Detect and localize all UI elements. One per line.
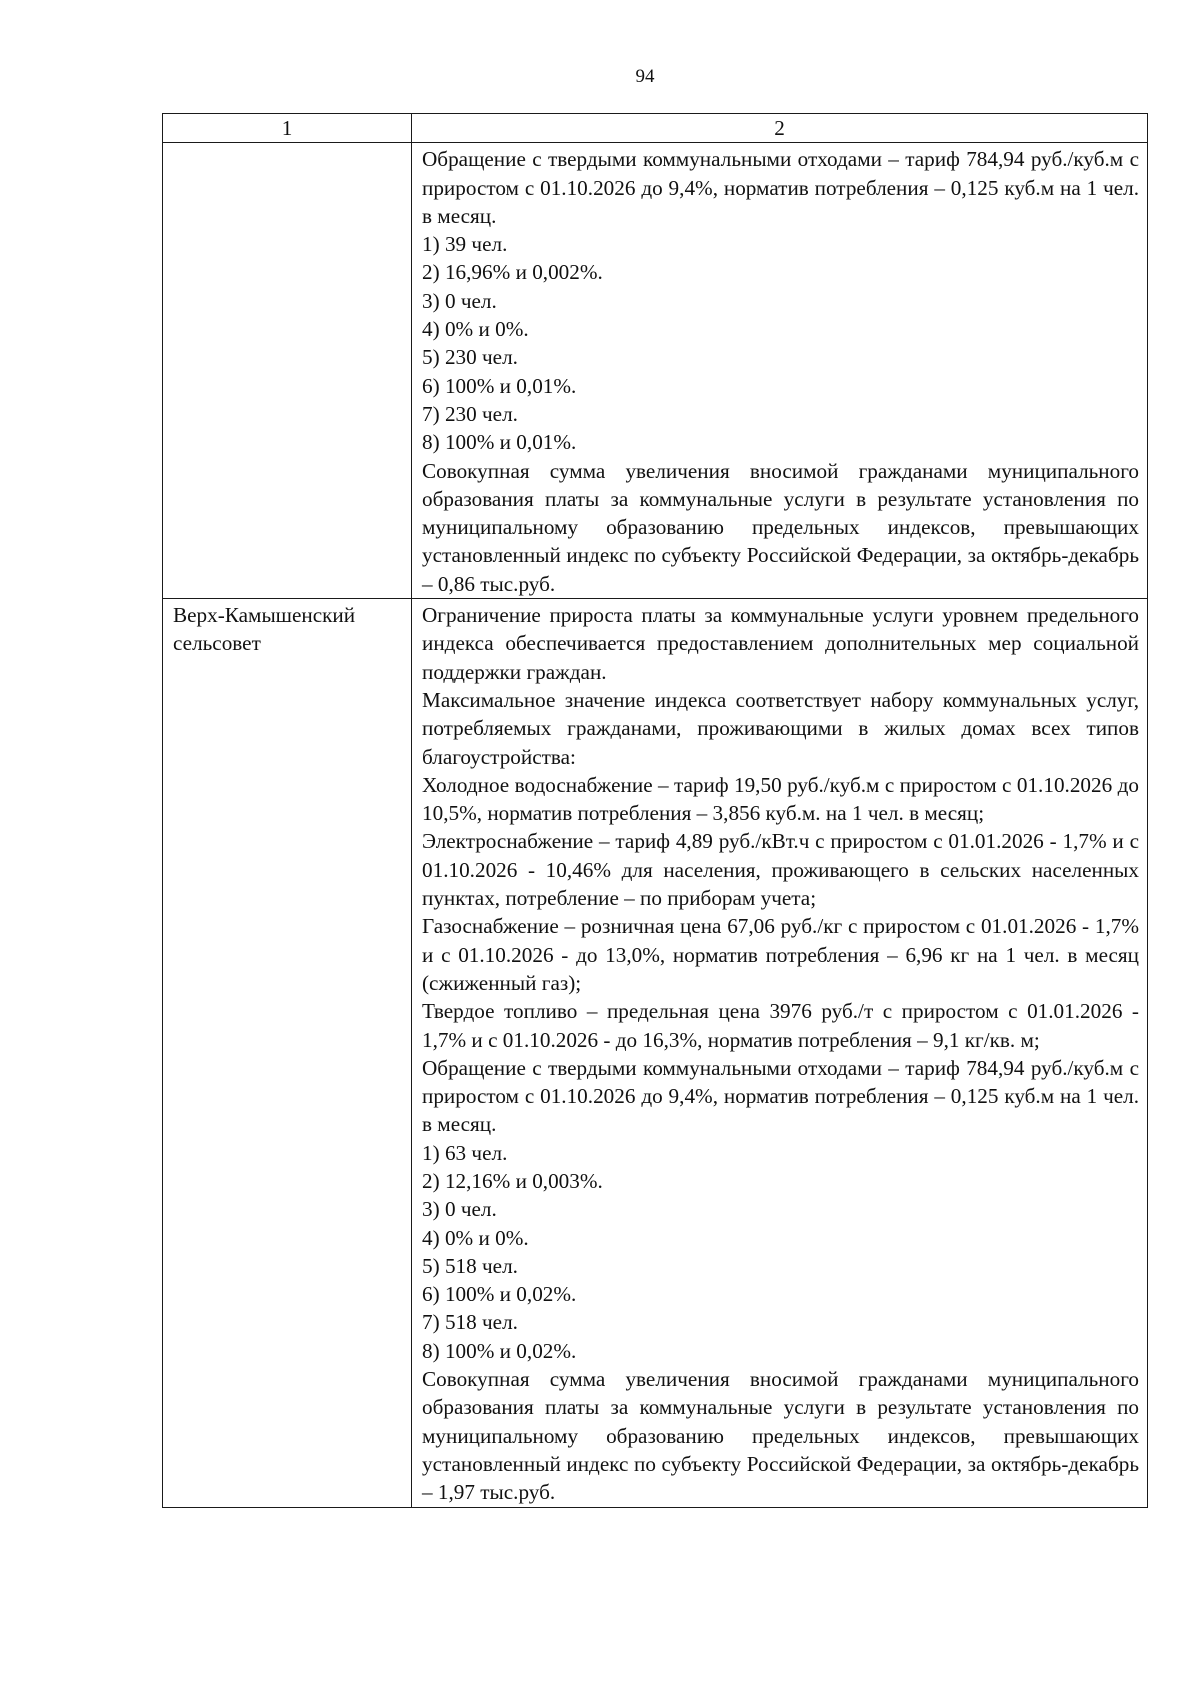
municipality-name-cell: [163, 143, 412, 599]
tariff-paragraph: Ограничение прироста платы за коммунальные услуги уровнем предельного индекса обеспечивается предоставлением дополнительных мер социальной поддержки граждан.: [422, 603, 1139, 684]
tariff-paragraph: Газоснабжение – розничная цена 67,06 руб./кг с приростом с 01.01.2026 - 1,7% и с 01.10.2026 - до 13,0%, норматив потребления – 6,96 кг на 1 чел. в месяц (сжиженный газ);: [422, 914, 1139, 995]
page-number: 94: [635, 66, 655, 87]
numbered-item: 1) 39 чел.: [422, 232, 508, 257]
numbered-item: 3) 0 чел.: [422, 288, 497, 313]
table-header-row: [163, 114, 1148, 143]
numbered-item: 2) 12,16% и 0,003%.: [422, 1168, 603, 1193]
numbered-item: 5) 518 чел.: [422, 1253, 518, 1278]
tariff-paragraph: Твердое топливо – предельная цена 3976 руб./т с приростом с 01.01.2026 - 1,7% и с 01.10.2026 - до 16,3%, норматив потребления – 9,1 кг/кв. м;: [422, 999, 1139, 1052]
summary-paragraph: Совокупная сумма увеличения вносимой гражданами муниципального образования платы за коммунальные услуги в результате установления по муниципальному образованию предельных индексов, превышающих установленный индекс по субъекту Российской Федерации, за октябрь-декабрь – 0,86 тыс.руб.: [422, 458, 1139, 596]
numbered-item: 7) 518 чел.: [422, 1310, 518, 1335]
numbered-item: 2) 16,96% и 0,002%.: [422, 260, 603, 285]
tariff-paragraph: Электроснабжение – тариф 4,89 руб./кВт.ч с приростом с 01.01.2026 - 1,7% и с 01.10.2026 - 10,46% для населения, проживающего в сельских населенных пунктах, потребление – по приборам учета;: [422, 829, 1139, 911]
description-cell: [412, 143, 1148, 599]
numbered-item: 5) 230 чел.: [422, 345, 518, 370]
numbered-item: 8) 100% и 0,02%.: [422, 1338, 577, 1363]
description-cell: [412, 599, 1148, 1508]
numbered-item: 4) 0% и 0%.: [422, 317, 529, 342]
numbered-item: 6) 100% и 0,01%.: [422, 373, 577, 398]
municipality-name: Верх-Камышенский сельсовет: [173, 603, 356, 656]
table-row: [163, 143, 1148, 599]
numbered-item: 7) 230 чел.: [422, 401, 518, 426]
municipality-name-cell: [163, 599, 412, 1508]
table-row: [163, 599, 1148, 1508]
numbered-item: 3) 0 чел.: [422, 1197, 497, 1222]
tariff-paragraph: Максимальное значение индекса соответствует набору коммунальных услуг, потребляемых гражданами, проживающими в жилых домах всех типов благоустройства:: [422, 687, 1139, 769]
data-table: [162, 113, 1148, 1508]
tariff-paragraph: Обращение с твердыми коммунальными отходами – тариф 784,94 руб./куб.м с приростом с 01.10.2026 до 9,4%, норматив потребления – 0,125 куб.м на 1 чел. в месяц.: [422, 1055, 1139, 1137]
numbered-item: 6) 100% и 0,02%.: [422, 1282, 577, 1307]
numbered-item: 8) 100% и 0,01%.: [422, 430, 577, 455]
numbered-item: 1) 63 чел.: [422, 1140, 508, 1165]
numbered-item: 4) 0% и 0%.: [422, 1225, 529, 1250]
column-header-2: 2: [412, 114, 1148, 143]
summary-paragraph: Совокупная сумма увеличения вносимой гражданами муниципального образования платы за коммунальные услуги в результате установления по муниципальному образованию предельных индексов, превышающих установленный индекс по субъекту Российской Федерации, за октябрь-декабрь – 1,97 тыс.руб.: [422, 1367, 1139, 1505]
tariff-paragraph: Обращение с твердыми коммунальными отходами – тариф 784,94 руб./куб.м с приростом с 01.10.2026 до 9,4%, норматив потребления – 0,125 куб.м на 1 чел. в месяц.: [422, 147, 1139, 228]
column-header-1: 1: [163, 114, 412, 143]
tariff-paragraph: Холодное водоснабжение – тариф 19,50 руб./куб.м с приростом с 01.10.2026 до 10,5%, норматив потребления – 3,856 куб.м. на 1 чел. в месяц;: [422, 772, 1139, 826]
